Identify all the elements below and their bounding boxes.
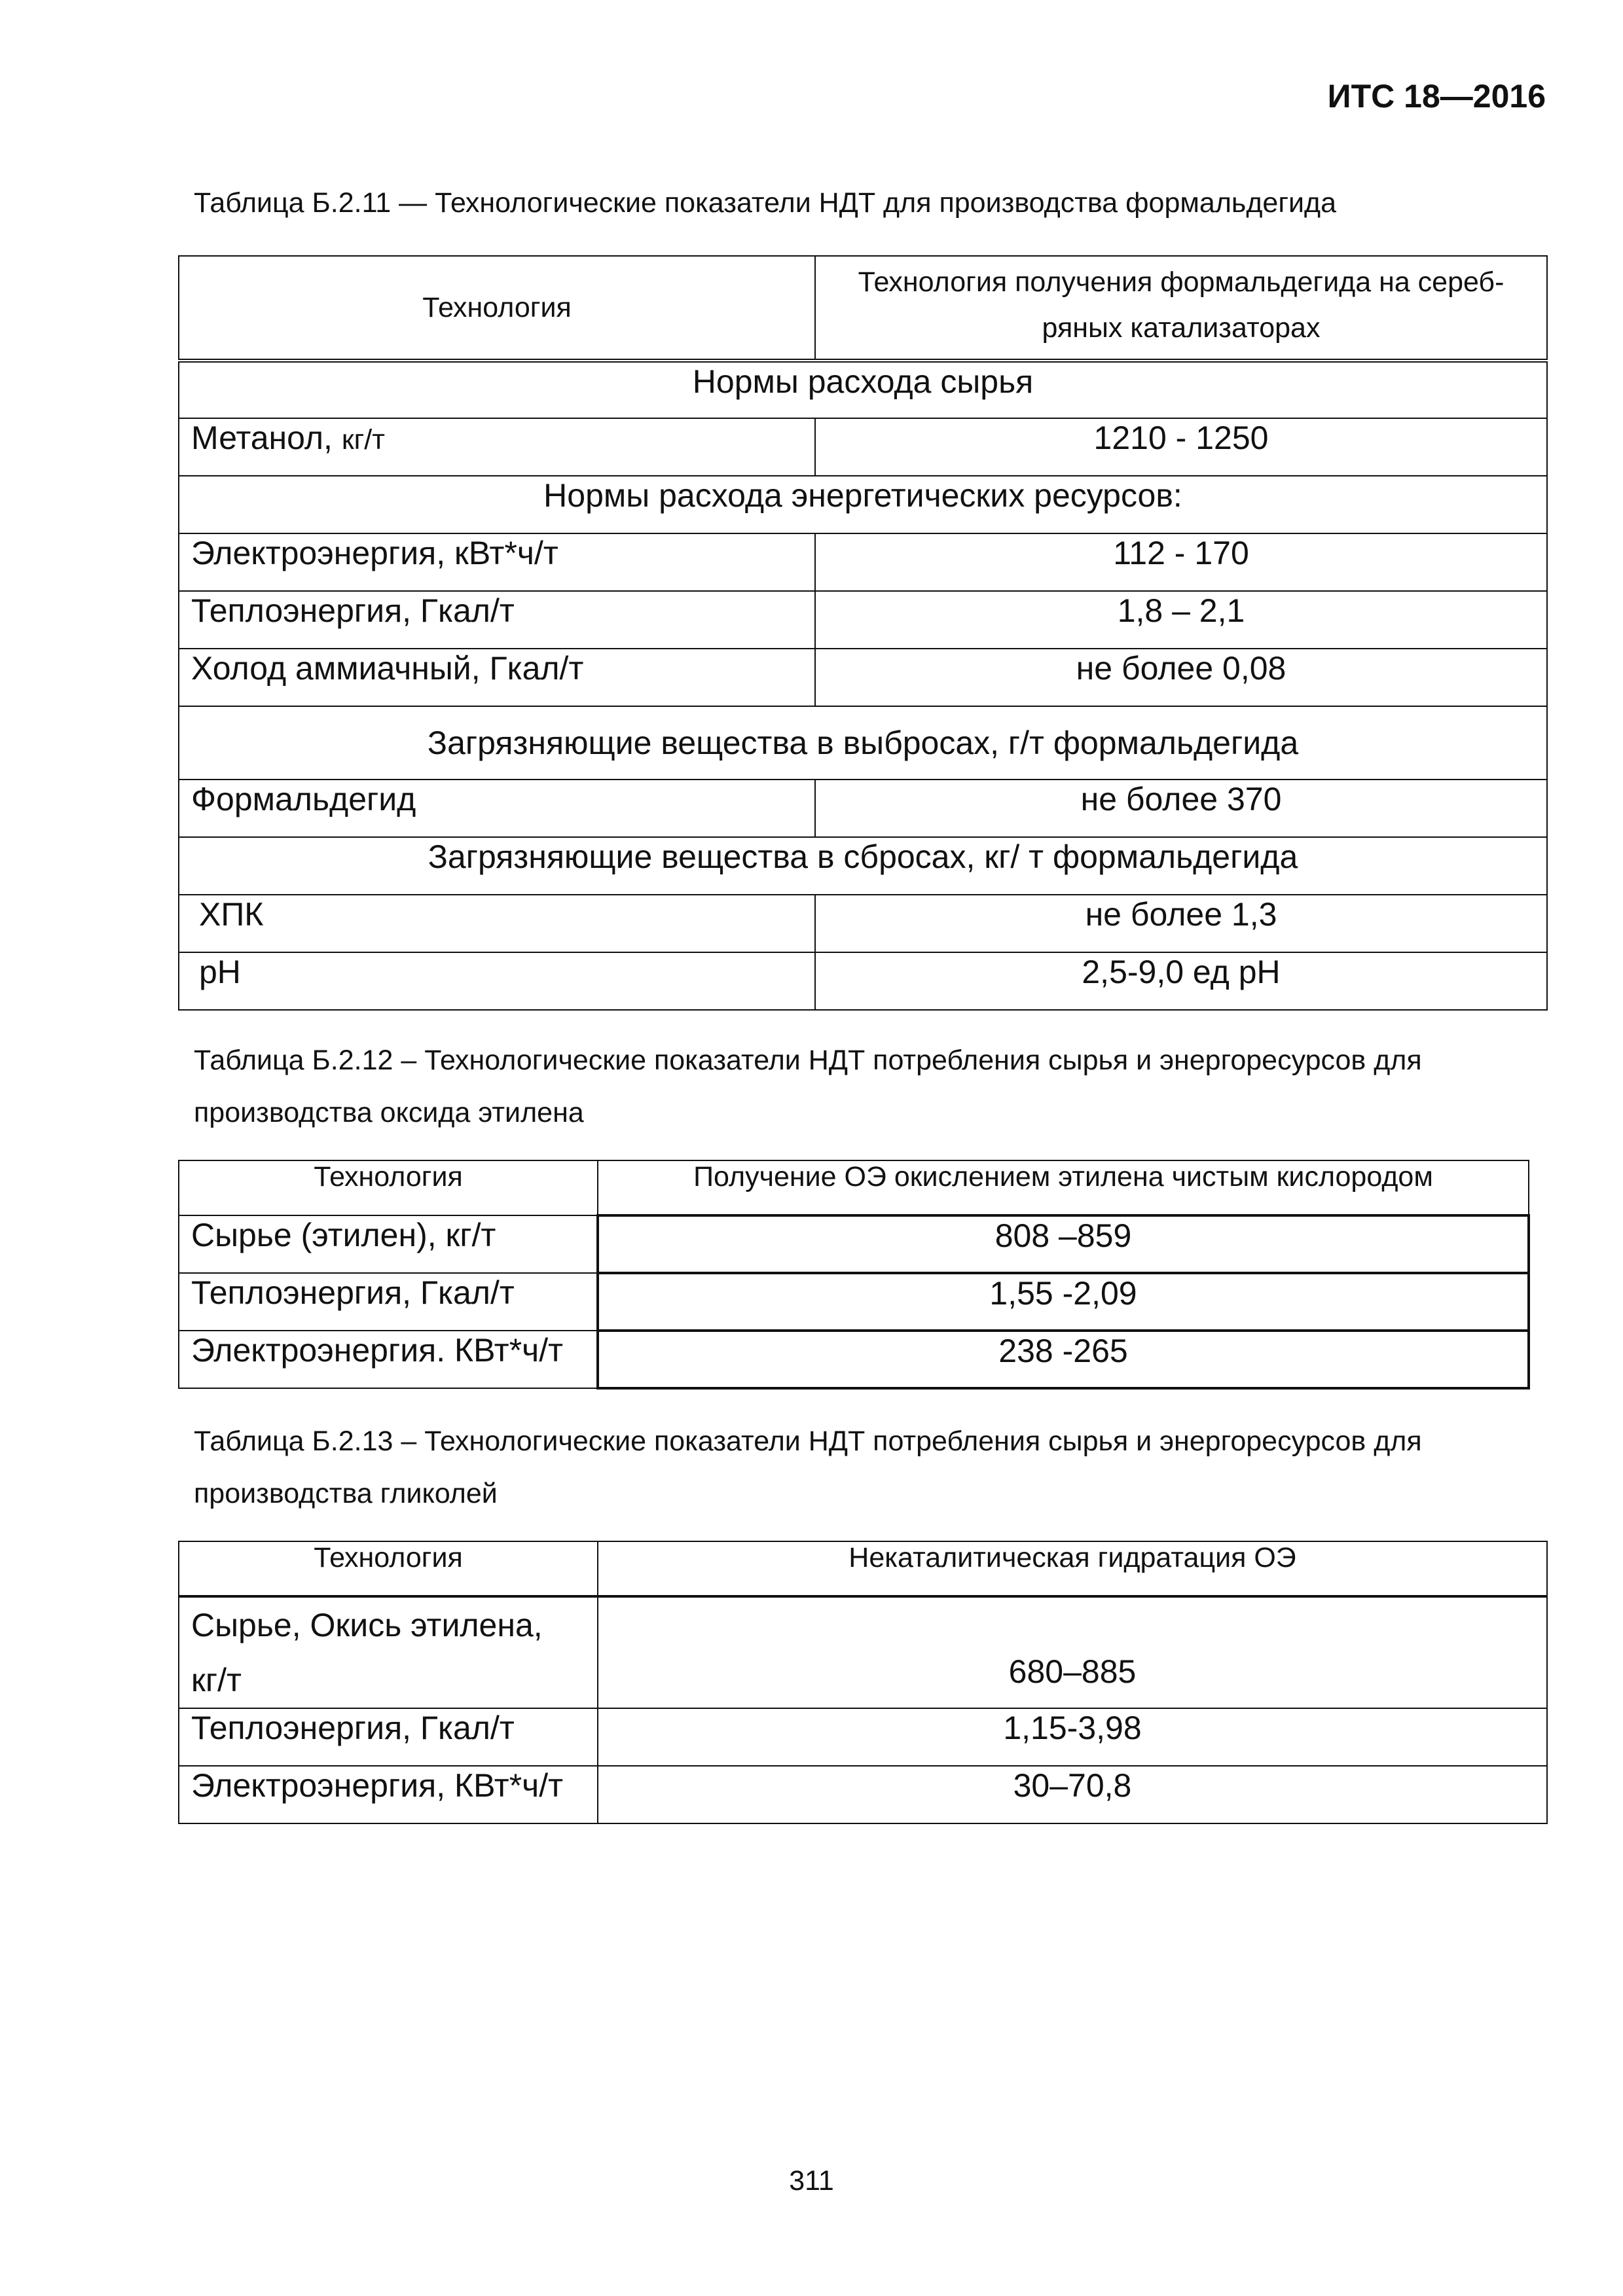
section-energy-resources: Нормы расхода энергетических ресурсов:	[179, 476, 1547, 533]
row-ph-label: pH	[179, 952, 815, 1010]
page-number: 311	[789, 2165, 834, 2197]
row-heat-12-value: 1,55 -2,09	[598, 1273, 1529, 1331]
table-12-header-technology: Технология	[179, 1160, 598, 1215]
row-ethylene-oxide-label-line2: кг/т	[191, 1662, 242, 1698]
table-11-caption: Таблица Б.2.11 — Технологические показатели НДТ для производства формальдегида	[194, 187, 1337, 219]
section-raw-materials: Нормы расхода сырья	[179, 361, 1547, 418]
row-electricity-12-label: Электроэнергия. КВт*ч/т	[179, 1331, 598, 1388]
section-emissions: Загрязняющие вещества в выбросах, г/т формальдегида	[179, 706, 1547, 780]
row-cod-value: не более 1,3	[815, 895, 1547, 952]
row-electricity-label: Электроэнергия, кВт*ч/т	[179, 533, 815, 591]
row-ph-value: 2,5-9,0 ед pH	[815, 952, 1547, 1010]
row-electricity-13-value: 30–70,8	[598, 1766, 1547, 1823]
table-12	[178, 1160, 1530, 1390]
table-13-caption: Таблица Б.2.13 – Технологические показатели НДТ потребления сырья и энергоресурсов для производства гликолей	[194, 1426, 1422, 1509]
row-ethylene-label: Сырье (этилен), кг/т	[179, 1215, 598, 1273]
row-heat-label: Теплоэнергия, Гкал/т	[179, 591, 815, 649]
methanol-unit: кг/т	[341, 424, 385, 456]
table-11-header-process	[815, 256, 1547, 361]
row-ethylene-oxide-value: 680–885	[598, 1596, 1547, 1708]
table-12-caption: Таблица Б.2.12 – Технологические показатели НДТ потребления сырья и энергоресурсов для производства оксида этилена	[194, 1045, 1422, 1128]
row-ethylene-oxide-label-line1: Сырье, Окись этилена,	[191, 1607, 543, 1643]
row-ammonia-cold-label: Холод аммиачный, Гкал/т	[179, 649, 815, 706]
row-electricity-13-label: Электроэнергия, КВт*ч/т	[179, 1766, 598, 1823]
document-code: ИТС 18—2016	[1327, 78, 1546, 115]
methanol-label: Метанол,	[191, 420, 333, 456]
row-electricity-value: 112 - 170	[815, 533, 1547, 591]
table-13	[178, 1541, 1548, 1824]
row-ethylene-value: 808 –859	[598, 1215, 1529, 1273]
row-ammonia-cold-value: не более 0,08	[815, 649, 1547, 706]
table-13-header-process: Некаталитическая гидратация ОЭ	[598, 1541, 1547, 1596]
table-11-header-process-line1: Технология получения формальдегида на сереб-	[858, 266, 1504, 298]
row-formaldehyde-label: Формальдегид	[179, 780, 815, 837]
table-11-header-process-line2: ряных катализаторах	[1042, 312, 1321, 344]
row-formaldehyde-value: не более 370	[815, 780, 1547, 837]
table-11	[178, 255, 1548, 1011]
row-ethylene-oxide-label	[179, 1596, 598, 1708]
row-electricity-12-value: 238 -265	[598, 1331, 1529, 1388]
row-methanol-value: 1210 - 1250	[815, 418, 1547, 476]
row-methanol-label	[179, 418, 815, 476]
row-heat-12-label: Теплоэнергия, Гкал/т	[179, 1273, 598, 1331]
row-cod-label: ХПК	[179, 895, 815, 952]
table-11-header-technology: Технология	[179, 256, 815, 361]
row-heat-13-label: Теплоэнергия, Гкал/т	[179, 1708, 598, 1766]
section-discharges: Загрязняющие вещества в сбросах, кг/ т формальдегида	[179, 837, 1547, 895]
row-heat-value: 1,8 – 2,1	[815, 591, 1547, 649]
row-heat-13-value: 1,15-3,98	[598, 1708, 1547, 1766]
table-13-header-technology: Технология	[179, 1541, 598, 1596]
table-12-header-process: Получение ОЭ окислением этилена чистым кислородом	[598, 1160, 1529, 1215]
